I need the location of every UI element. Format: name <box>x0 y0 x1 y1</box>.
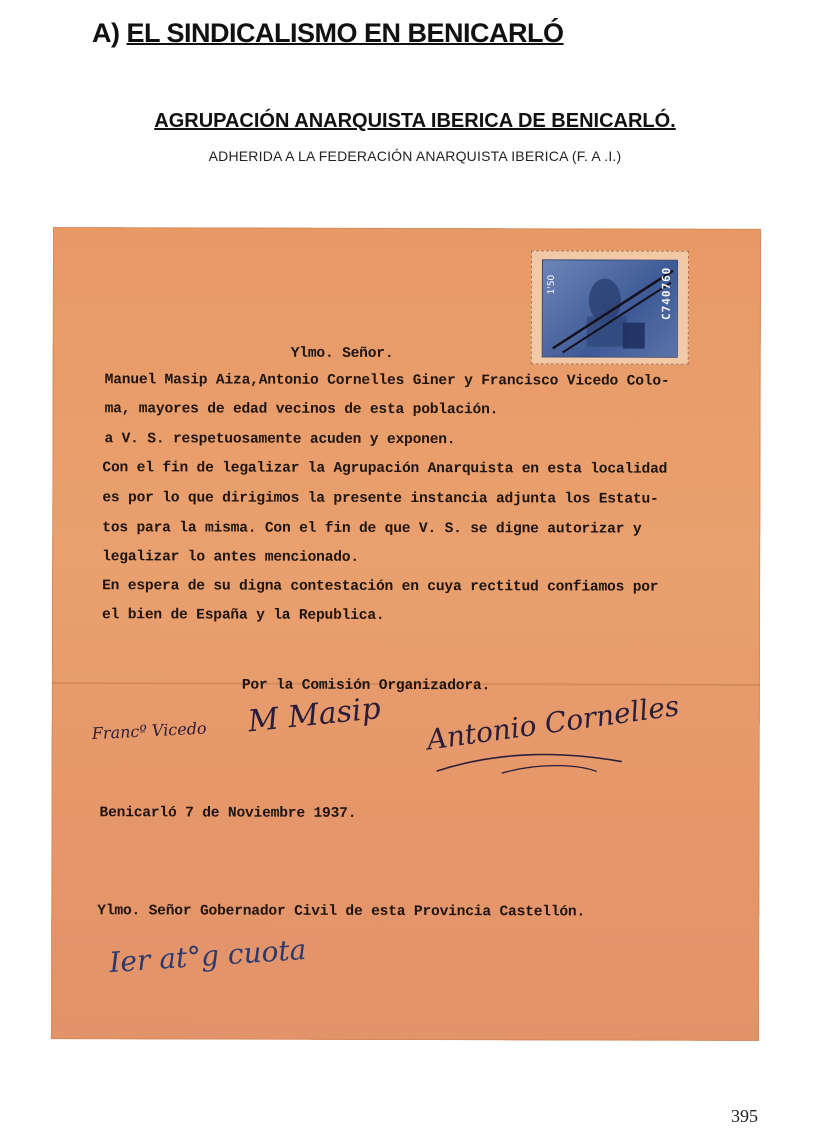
stamp-image <box>542 259 678 357</box>
signature-masip: M Masip <box>246 691 383 740</box>
body-line: el bien de España y la Republica. <box>102 607 385 624</box>
addressee-line: Ylmo. Señor Gobernador Civil de esta Provincia Castellón. <box>97 903 586 921</box>
scanned-letter <box>51 227 761 1041</box>
body-line: En espera de su digna contestación en cuya rectitud confiamos por <box>102 578 659 596</box>
body-line: tos para la misma. Con el fin de que V. S. se digne autorizar y <box>102 520 642 538</box>
signature-vicedo: Francº Vicedo <box>91 718 208 744</box>
body-line: Manuel Masip Aiza,Antonio Cornelles Giner y Francisco Vicedo Colo- <box>104 372 670 390</box>
committee-line: Por la Comisión Organizadora. <box>241 677 491 695</box>
handwritten-note: Ier at°g cuota <box>108 932 308 980</box>
body-line: a V. S. respetuosamente acuden y exponen. <box>104 431 456 449</box>
section-prefix: A) <box>92 18 120 48</box>
stamp-figure-icon <box>543 260 677 356</box>
stamp-value: 1'50 <box>546 274 557 295</box>
page-number: 395 <box>731 1106 758 1126</box>
body-line: legalizar lo antes mencionado. <box>102 549 359 566</box>
document-subtitle: AGRUPACIÓN ANARQUISTA IBERICA DE BENICARLÓ. <box>154 110 676 132</box>
revenue-stamp <box>531 250 689 364</box>
salutation: Ylmo. Señor. <box>290 345 394 362</box>
body-line: Con el fin de legalizar la Agrupación Anarquista en esta localidad <box>102 460 668 478</box>
body-line: ma, mayores de edad vecinos de esta población. <box>104 401 499 419</box>
signature-flourish-icon <box>432 743 632 780</box>
stamp-serial: C740760 <box>659 266 673 321</box>
section-heading <box>92 18 564 49</box>
signature-cornelles: Antonio Cornelles <box>424 689 682 757</box>
body-line: es por lo que dirigimos la presente instancia adjunta los Estatu- <box>102 490 659 508</box>
document-subline: ADHERIDA A LA FEDERACIÓN ANARQUISTA IBERICA (F. A .I.) <box>208 148 622 164</box>
section-title: EL SINDICALISMO EN BENICARLÓ <box>126 18 564 48</box>
letter-date: Benicarló 7 de Noviembre 1937. <box>99 805 357 822</box>
